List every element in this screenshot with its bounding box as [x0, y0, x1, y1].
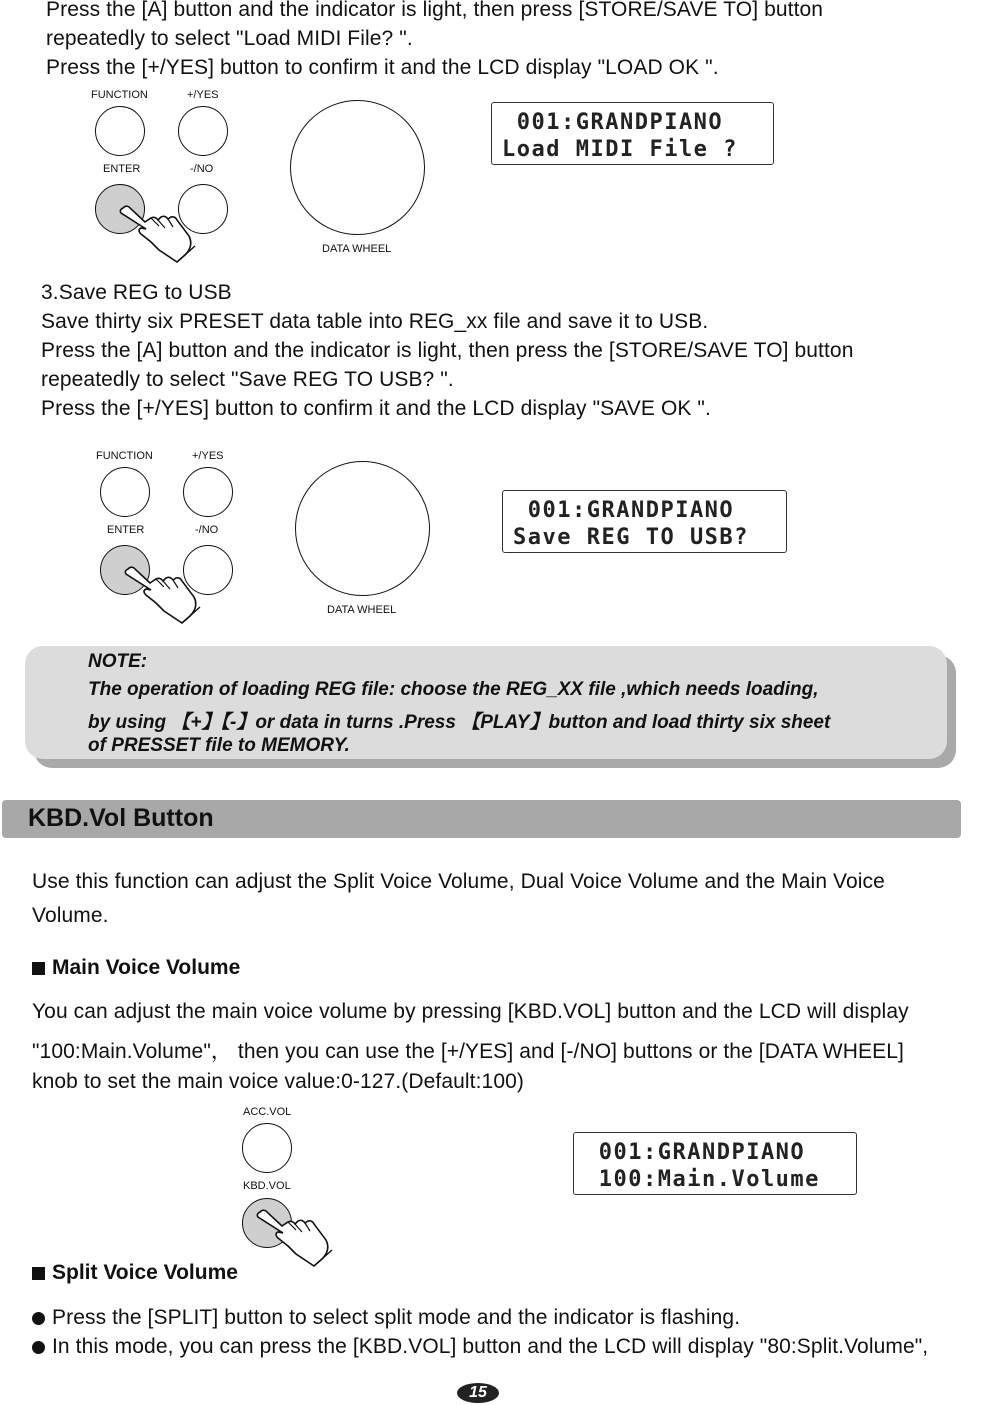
- function-label: FUNCTION: [91, 89, 148, 101]
- no-label: -/NO: [195, 524, 219, 536]
- no-label: -/NO: [190, 163, 214, 175]
- instruction-line: Press the [+/YES] button to confirm it and the LCD display "LOAD OK ".: [46, 56, 719, 79]
- section-title: KBD.Vol Button: [28, 804, 214, 832]
- kbd-vol-label: KBD.VOL: [243, 1180, 291, 1192]
- yes-button[interactable]: [178, 106, 228, 156]
- function-button[interactable]: [100, 467, 150, 517]
- enter-label: ENTER: [107, 524, 145, 536]
- lcd-line: Save REG TO USB?: [513, 525, 749, 550]
- lcd-display: [491, 102, 774, 165]
- enter-label: ENTER: [103, 163, 141, 175]
- main-voice-heading: [32, 956, 240, 980]
- instruction-line: Save thirty six PRESET data table into REG_xx file and save it to USB.: [41, 310, 709, 333]
- section-heading: 3.Save REG to USB: [41, 281, 232, 304]
- instruction-line: repeatedly to select "Save REG TO USB? ".: [41, 368, 454, 391]
- acc-vol-button[interactable]: [242, 1123, 292, 1173]
- square-bullet-icon: [32, 962, 45, 975]
- lcd-line: Load MIDI File ?: [502, 137, 738, 162]
- intro-line: Use this function can adjust the Split Voice Volume, Dual Voice Volume and the Main Voice: [32, 870, 885, 893]
- note-line: of PRESSET file to MEMORY.: [88, 735, 350, 756]
- hand-pointer-icon: [252, 1204, 337, 1270]
- split-voice-heading: [32, 1261, 238, 1285]
- body-line: You can adjust the main voice volume by pressing [KBD.VOL] button and the LCD will display: [32, 1000, 909, 1023]
- lcd-display: [502, 490, 787, 553]
- main-voice-heading-text: Main Voice Volume: [52, 956, 241, 979]
- data-wheel[interactable]: [290, 100, 425, 235]
- lcd-line: 001:GRANDPIANO: [502, 110, 738, 135]
- instruction-line: Press the [A] button and the indicator is light, then press [STORE/SAVE TO] button: [46, 0, 824, 21]
- instruction-line: repeatedly to select "Load MIDI File? ".: [46, 27, 413, 50]
- note-line: The operation of loading REG file: choose the REG_XX file ,which needs loading,: [88, 679, 819, 700]
- bullet-item: [32, 1306, 740, 1330]
- page-number: 15: [457, 1383, 499, 1403]
- bullet-item: [32, 1335, 928, 1359]
- body-line: knob to set the main voice value:0-127.(Default:100): [32, 1070, 524, 1093]
- circle-bullet-icon: [32, 1312, 45, 1325]
- body-line: "100:Main.Volume"， then you can use the [+/YES] and [-/NO] buttons or the [DATA WHEEL]: [32, 1040, 904, 1063]
- lcd-line: 001:GRANDPIANO: [584, 1140, 820, 1165]
- hand-pointer-icon: [115, 200, 200, 266]
- yes-label: +/YES: [192, 450, 224, 462]
- instruction-line: Press the [+/YES] button to confirm it and the LCD display "SAVE OK ".: [41, 397, 711, 420]
- square-bullet-icon: [32, 1267, 45, 1280]
- data-wheel-label: DATA WHEEL: [327, 604, 397, 616]
- hand-pointer-icon: [120, 561, 205, 627]
- data-wheel-label: DATA WHEEL: [322, 243, 392, 255]
- yes-label: +/YES: [187, 89, 219, 101]
- bullet-text: In this mode, you can press the [KBD.VOL] button and the LCD will display "80:Split.Volume",: [52, 1335, 929, 1358]
- lcd-line: 100:Main.Volume: [584, 1167, 820, 1192]
- split-voice-heading-text: Split Voice Volume: [52, 1261, 238, 1284]
- instruction-line: Press the [A] button and the indicator is light, then press the [STORE/SAVE TO] button: [41, 339, 854, 362]
- lcd-display: [573, 1132, 857, 1195]
- intro-line: Volume.: [32, 904, 109, 927]
- yes-button[interactable]: [183, 467, 233, 517]
- function-label: FUNCTION: [96, 450, 153, 462]
- acc-vol-label: ACC.VOL: [243, 1106, 292, 1118]
- function-button[interactable]: [95, 106, 145, 156]
- circle-bullet-icon: [32, 1341, 45, 1354]
- data-wheel[interactable]: [295, 461, 430, 596]
- lcd-line: 001:GRANDPIANO: [513, 498, 749, 523]
- note-title: NOTE:: [88, 651, 148, 672]
- bullet-text: Press the [SPLIT] button to select split mode and the indicator is flashing.: [52, 1306, 741, 1329]
- note-line: by using 【+】【-】or data in turns .Press 【PLAY】button and load thirty six sheet: [88, 712, 831, 733]
